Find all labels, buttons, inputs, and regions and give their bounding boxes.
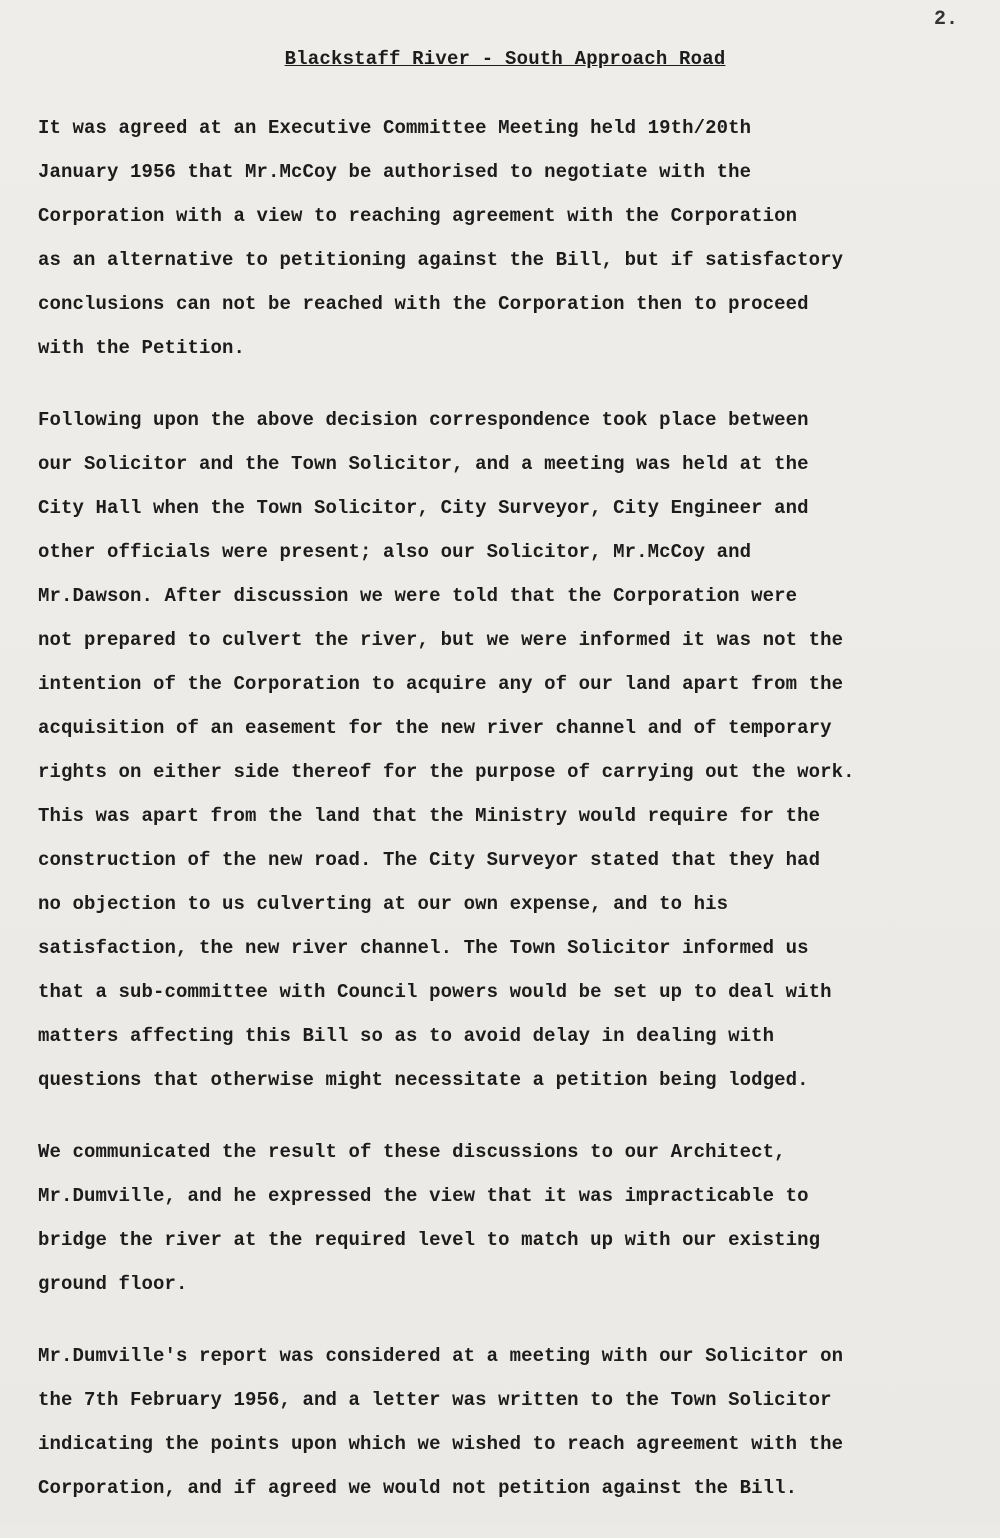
text-line: with the Petition.	[38, 337, 246, 359]
text-line: not prepared to culvert the river, but we were informed it was not the	[38, 629, 844, 651]
paragraph	[38, 1334, 983, 1510]
text-line: matters affecting this Bill so as to avoid delay in dealing with	[38, 1025, 775, 1047]
text-line: indicating the points upon which we wished to reach agreement with the	[38, 1433, 844, 1455]
text-line: conclusions can not be reached with the Corporation then to proceed	[38, 293, 809, 315]
text-line: Following upon the above decision correspondence took place between	[38, 409, 809, 431]
text-line: We communicated the result of these discussions to our Architect,	[38, 1141, 786, 1163]
text-line: other officials were present; also our Solicitor, Mr.McCoy and	[38, 541, 752, 563]
text-line: bridge the river at the required level to match up with our existing	[38, 1229, 821, 1251]
text-line: City Hall when the Town Solicitor, City Surveyor, City Engineer and	[38, 497, 809, 519]
text-line: January 1956 that Mr.McCoy be authorised to negotiate with the	[38, 161, 752, 183]
paragraph	[38, 398, 983, 1102]
text-line: questions that otherwise might necessitate a petition being lodged.	[38, 1069, 809, 1091]
text-line: Mr.Dawson. After discussion we were told that the Corporation were	[38, 585, 798, 607]
text-line: construction of the new road. The City Surveyor stated that they had	[38, 849, 821, 871]
text-line: our Solicitor and the Town Solicitor, and a meeting was held at the	[38, 453, 809, 475]
text-line: Corporation with a view to reaching agreement with the Corporation	[38, 205, 798, 227]
text-line: that a sub-committee with Council powers would be set up to deal with	[38, 981, 832, 1003]
text-line: the 7th February 1956, and a letter was written to the Town Solicitor	[38, 1389, 832, 1411]
text-line: satisfaction, the new river channel. The Town Solicitor informed us	[38, 937, 809, 959]
page-number: 2.	[933, 8, 958, 31]
document-body	[38, 106, 983, 1538]
text-line: Mr.Dumville's report was considered at a meeting with our Solicitor on	[38, 1345, 844, 1367]
text-line: Corporation, and if agreed we would not petition against the Bill.	[38, 1477, 798, 1499]
text-line: Mr.Dumville, and he expressed the view that it was impracticable to	[38, 1185, 809, 1207]
text-line: no objection to us culverting at our own expense, and to his	[38, 893, 729, 915]
text-line: ground floor.	[38, 1273, 188, 1295]
text-line: This was apart from the land that the Ministry would require for the	[38, 805, 821, 827]
text-line: acquisition of an easement for the new river channel and of temporary	[38, 717, 832, 739]
document-title: Blackstaff River - South Approach Road	[284, 48, 726, 70]
text-line: rights on either side thereof for the purpose of carrying out the work.	[38, 761, 855, 783]
text-line: as an alternative to petitioning against the Bill, but if satisfactory	[38, 249, 844, 271]
text-line: intention of the Corporation to acquire any of our land apart from the	[38, 673, 844, 695]
paragraph	[38, 1130, 983, 1306]
paragraph	[38, 106, 983, 370]
text-line: It was agreed at an Executive Committee Meeting held 19th/20th	[38, 117, 752, 139]
